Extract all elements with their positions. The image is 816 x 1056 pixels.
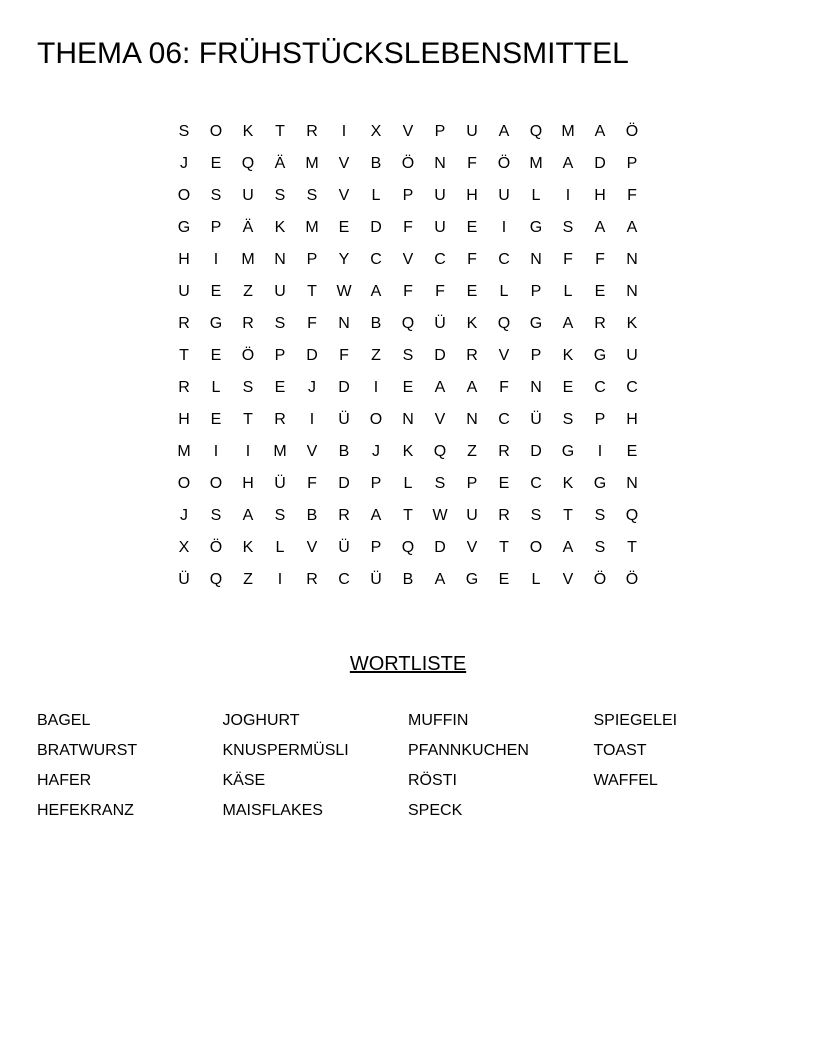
grid-letter: S: [210, 187, 222, 204]
grid-letter: S: [530, 507, 542, 524]
grid-letter: C: [594, 379, 606, 396]
grid-letter: Y: [338, 251, 350, 268]
grid-letter: K: [402, 443, 414, 460]
grid-letter: J: [180, 507, 188, 524]
grid-letter: K: [466, 315, 478, 332]
grid-letter: X: [178, 539, 190, 556]
word-list-item: PFANNKUCHEN: [408, 742, 529, 759]
grid-letter: R: [338, 507, 350, 524]
grid-letter: Q: [401, 315, 415, 332]
grid-letter: L: [563, 283, 573, 300]
grid-letter: K: [242, 123, 254, 140]
word-list-item: JOGHURT: [222, 712, 300, 729]
grid-letter: E: [594, 283, 606, 300]
grid-letter: M: [561, 123, 575, 140]
grid-letter: S: [306, 187, 318, 204]
grid-letter: S: [178, 123, 190, 140]
grid-letter: I: [373, 379, 379, 396]
grid-letter: N: [626, 475, 638, 492]
grid-letter: R: [306, 123, 318, 140]
grid-letter: Ü: [178, 571, 190, 588]
grid-letter: V: [306, 443, 318, 460]
grid-letter: O: [177, 475, 191, 492]
grid-letter: V: [402, 123, 414, 140]
grid-letter: T: [403, 507, 413, 524]
grid-letter: S: [274, 187, 286, 204]
grid-letter: N: [466, 411, 478, 428]
grid-letter: F: [403, 283, 413, 300]
grid-letter: T: [275, 123, 285, 140]
grid-letter: U: [242, 187, 254, 204]
grid-letter: M: [305, 155, 319, 172]
grid-letter: V: [434, 411, 446, 428]
grid-letter: G: [529, 315, 543, 332]
grid-letter: U: [466, 507, 478, 524]
grid-letter: A: [466, 379, 478, 396]
grid-letter: T: [307, 283, 317, 300]
grid-letter: E: [210, 347, 222, 364]
grid-letter: M: [273, 443, 287, 460]
grid-letter: W: [432, 507, 448, 524]
grid-letter: P: [306, 251, 318, 268]
grid-letter: Ü: [434, 315, 446, 332]
word-list-item: MAISFLAKES: [222, 802, 323, 819]
grid-letter: F: [435, 283, 445, 300]
grid-letter: U: [434, 187, 446, 204]
grid-letter: P: [274, 347, 286, 364]
grid-letter: O: [209, 475, 223, 492]
grid-letter: U: [178, 283, 190, 300]
grid-letter: E: [498, 475, 510, 492]
grid-letter: N: [626, 251, 638, 268]
grid-letter: E: [562, 379, 574, 396]
grid-letter: C: [434, 251, 446, 268]
word-list-item: SPECK: [408, 802, 463, 819]
grid-letter: S: [434, 475, 446, 492]
grid-letter: N: [402, 411, 414, 428]
grid-letter: S: [274, 315, 286, 332]
grid-letter: F: [307, 315, 317, 332]
grid-letter: R: [594, 315, 606, 332]
grid-letter: Q: [209, 571, 223, 588]
word-list-item: HEFEKRANZ: [37, 802, 134, 819]
page-title: THEMA 06: FRÜHSTÜCKSLEBENSMITTEL: [37, 37, 629, 70]
grid-letter: E: [210, 155, 222, 172]
grid-letter: J: [372, 443, 380, 460]
grid-letter: A: [370, 283, 382, 300]
grid-letter: I: [245, 443, 251, 460]
grid-letter: C: [498, 251, 510, 268]
grid-letter: V: [306, 539, 318, 556]
grid-letter: L: [531, 187, 541, 204]
grid-letter: D: [338, 475, 350, 492]
word-list-item: SPIEGELEI: [593, 712, 678, 729]
grid-letter: N: [274, 251, 286, 268]
grid-letter: K: [274, 219, 286, 236]
word-search-grid: [168, 116, 648, 596]
grid-letter: K: [562, 347, 574, 364]
grid-letter: Z: [243, 571, 253, 588]
grid-letter: U: [274, 283, 286, 300]
grid-letter: L: [403, 475, 413, 492]
grid-letter: G: [529, 219, 543, 236]
grid-letter: R: [306, 571, 318, 588]
grid-letter: Q: [529, 123, 543, 140]
grid-letter: F: [467, 251, 477, 268]
grid-letter: Ö: [209, 539, 223, 556]
grid-letter: Ö: [401, 155, 415, 172]
word-list-item: KNUSPERMÜSLI: [222, 742, 349, 759]
grid-letter: B: [370, 155, 382, 172]
grid-letter: P: [466, 475, 478, 492]
grid-letter: K: [242, 539, 254, 556]
grid-letter: Ü: [338, 411, 350, 428]
grid-letter: L: [211, 379, 221, 396]
grid-letter: B: [338, 443, 350, 460]
grid-letter: D: [434, 347, 446, 364]
grid-letter: U: [626, 347, 638, 364]
grid-letter: I: [213, 443, 219, 460]
grid-letter: R: [178, 315, 190, 332]
grid-letter: U: [434, 219, 446, 236]
grid-letter: A: [626, 219, 638, 236]
grid-letter: D: [338, 379, 350, 396]
grid-letter: I: [277, 571, 283, 588]
grid-letter: N: [626, 283, 638, 300]
grid-letter: Z: [243, 283, 253, 300]
grid-letter: O: [209, 123, 223, 140]
grid-letter: B: [306, 507, 318, 524]
grid-letter: F: [339, 347, 349, 364]
grid-letter: S: [210, 507, 222, 524]
grid-letter: Q: [625, 507, 639, 524]
grid-letter: E: [402, 379, 414, 396]
grid-letter: O: [529, 539, 543, 556]
grid-letter: L: [499, 283, 509, 300]
grid-letter: H: [594, 187, 606, 204]
grid-letter: D: [434, 539, 446, 556]
grid-letter: A: [370, 507, 382, 524]
grid-letter: B: [370, 315, 382, 332]
grid-letter: E: [210, 283, 222, 300]
grid-letter: V: [562, 571, 574, 588]
grid-letter: I: [213, 251, 219, 268]
word-list-item: RÖSTI: [408, 772, 457, 789]
grid-letter: D: [306, 347, 318, 364]
grid-letter: F: [403, 219, 413, 236]
grid-letter: L: [531, 571, 541, 588]
grid-letter: Z: [371, 347, 381, 364]
word-list-item: WAFFEL: [593, 772, 658, 789]
grid-letter: E: [498, 571, 510, 588]
grid-letter: P: [370, 475, 382, 492]
grid-letter: W: [336, 283, 352, 300]
grid-letter: C: [370, 251, 382, 268]
grid-letter: G: [209, 315, 223, 332]
grid-letter: E: [466, 283, 478, 300]
grid-letter: Ü: [530, 411, 542, 428]
grid-letter: Ü: [370, 571, 382, 588]
grid-letter: H: [466, 187, 478, 204]
grid-letter: V: [466, 539, 478, 556]
grid-letter: S: [242, 379, 254, 396]
grid-letter: M: [305, 219, 319, 236]
grid-letter: R: [498, 443, 510, 460]
grid-letter: C: [338, 571, 350, 588]
grid-letter: Ö: [593, 571, 607, 588]
grid-letter: D: [370, 219, 382, 236]
grid-letter: P: [530, 347, 542, 364]
grid-letter: V: [498, 347, 510, 364]
grid-letter: I: [565, 187, 571, 204]
grid-letter: P: [370, 539, 382, 556]
grid-letter: J: [180, 155, 188, 172]
grid-letter: E: [338, 219, 350, 236]
grid-letter: A: [562, 155, 574, 172]
grid-letter: P: [626, 155, 638, 172]
grid-letter: H: [178, 251, 190, 268]
grid-letter: Ö: [497, 155, 511, 172]
grid-letter: P: [402, 187, 414, 204]
grid-letter: N: [338, 315, 350, 332]
word-list: [37, 706, 779, 826]
grid-letter: R: [178, 379, 190, 396]
grid-letter: T: [627, 539, 637, 556]
grid-letter: I: [597, 443, 603, 460]
grid-letter: V: [338, 187, 350, 204]
grid-letter: Ü: [274, 475, 286, 492]
grid-letter: A: [242, 507, 254, 524]
grid-letter: P: [530, 283, 542, 300]
grid-letter: P: [434, 123, 446, 140]
word-list-title: WORTLISTE: [349, 653, 467, 675]
grid-letter: V: [338, 155, 350, 172]
grid-letter: M: [241, 251, 255, 268]
grid-letter: G: [593, 347, 607, 364]
grid-letter: K: [626, 315, 638, 332]
grid-letter: P: [594, 411, 606, 428]
grid-letter: Ä: [274, 155, 286, 172]
grid-letter: U: [498, 187, 510, 204]
grid-letter: O: [369, 411, 383, 428]
grid-letter: G: [465, 571, 479, 588]
grid-letter: I: [501, 219, 507, 236]
grid-letter: E: [466, 219, 478, 236]
grid-letter: F: [627, 187, 637, 204]
grid-letter: C: [626, 379, 638, 396]
grid-letter: A: [594, 219, 606, 236]
grid-letter: G: [561, 443, 575, 460]
grid-letter: N: [530, 251, 542, 268]
grid-letter: E: [274, 379, 286, 396]
grid-letter: I: [309, 411, 315, 428]
grid-letter: D: [594, 155, 606, 172]
word-list-item: HAFER: [37, 772, 92, 789]
grid-letter: R: [466, 347, 478, 364]
grid-letter: I: [341, 123, 347, 140]
grid-letter: P: [210, 219, 222, 236]
grid-letter: B: [402, 571, 414, 588]
grid-letter: E: [210, 411, 222, 428]
grid-letter: S: [562, 411, 574, 428]
grid-letter: V: [402, 251, 414, 268]
grid-letter: R: [274, 411, 286, 428]
grid-letter: F: [499, 379, 509, 396]
grid-letter: R: [498, 507, 510, 524]
grid-letter: H: [626, 411, 638, 428]
grid-letter: Ö: [625, 123, 639, 140]
grid-letter: K: [562, 475, 574, 492]
word-list-item: KÄSE: [222, 772, 266, 789]
grid-letter: F: [307, 475, 317, 492]
grid-letter: L: [371, 187, 381, 204]
grid-letter: M: [177, 443, 191, 460]
grid-letter: Z: [467, 443, 477, 460]
grid-letter: S: [562, 219, 574, 236]
grid-letter: G: [593, 475, 607, 492]
grid-letter: T: [243, 411, 253, 428]
word-list-item: TOAST: [593, 742, 647, 759]
grid-letter: T: [563, 507, 573, 524]
grid-letter: Ü: [338, 539, 350, 556]
grid-letter: O: [177, 187, 191, 204]
grid-letter: T: [179, 347, 189, 364]
grid-letter: N: [530, 379, 542, 396]
grid-letter: J: [308, 379, 316, 396]
grid-letter: S: [274, 507, 286, 524]
grid-letter: S: [402, 347, 414, 364]
grid-letter: T: [499, 539, 509, 556]
grid-letter: Q: [497, 315, 511, 332]
grid-letter: X: [370, 123, 382, 140]
grid-letter: F: [467, 155, 477, 172]
grid-letter: F: [563, 251, 573, 268]
grid-letter: F: [595, 251, 605, 268]
grid-letter: A: [434, 379, 446, 396]
grid-letter: Ö: [625, 571, 639, 588]
word-list-item: MUFFIN: [408, 712, 469, 729]
word-list-item: BAGEL: [37, 712, 91, 729]
grid-letter: E: [626, 443, 638, 460]
grid-letter: A: [434, 571, 446, 588]
grid-letter: U: [466, 123, 478, 140]
grid-letter: S: [594, 539, 606, 556]
grid-letter: A: [594, 123, 606, 140]
grid-letter: Q: [241, 155, 255, 172]
grid-letter: R: [242, 315, 254, 332]
grid-letter: A: [498, 123, 510, 140]
grid-letter: N: [434, 155, 446, 172]
grid-letter: G: [177, 219, 191, 236]
grid-letter: C: [530, 475, 542, 492]
grid-letter: Ä: [242, 219, 254, 236]
grid-letter: H: [242, 475, 254, 492]
grid-letter: S: [594, 507, 606, 524]
grid-letter: Q: [401, 539, 415, 556]
grid-letter: H: [178, 411, 190, 428]
grid-letter: A: [562, 539, 574, 556]
grid-letter: C: [498, 411, 510, 428]
grid-letter: A: [562, 315, 574, 332]
grid-letter: Q: [433, 443, 447, 460]
grid-letter: Ö: [241, 347, 255, 364]
grid-letter: M: [529, 155, 543, 172]
grid-letter: L: [275, 539, 285, 556]
word-list-item: BRATWURST: [37, 742, 138, 759]
grid-letter: D: [530, 443, 542, 460]
